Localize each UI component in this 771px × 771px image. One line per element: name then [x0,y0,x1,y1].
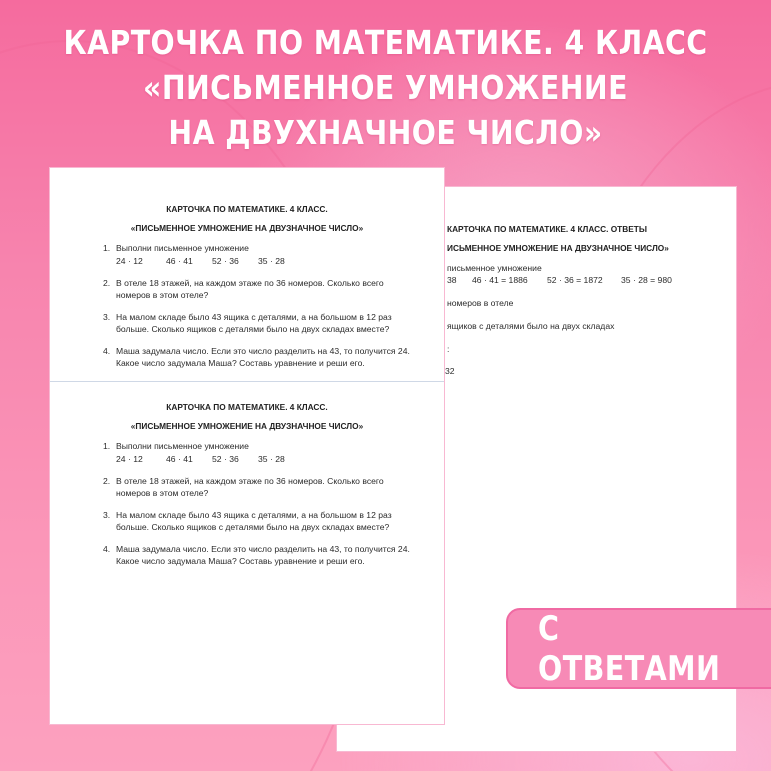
task-3: 3. На малом складе было 43 ящика с деталями, а на большом в 12 раз больше. Сколько ящиков с деталями было на двух складах вместе? [103,312,392,334]
headline-line-3: НА ДВУХНАЧНОЕ ЧИСЛО» [168,113,603,152]
task-4: 4. Маша задумала число. Если это число разделить на 43, то получится 24. Какое число задумала Маша? Составь уравнение и реши его. [103,544,410,566]
with-answers-badge [506,608,771,689]
sheet-subtitle: «ПИСЬМЕННОЕ УМНОЖЕНИЕ НА ДВУЗНАЧНОЕ ЧИСЛО» [130,421,364,431]
badge-label: С ОТВЕТАМИ [538,608,721,689]
answers-task1-label: письменное умножение [447,263,542,273]
sheet-subtitle: «ПИСЬМЕННОЕ УМНОЖЕНИЕ НА ДВУЗНАЧНОЕ ЧИСЛО» [130,223,364,233]
answer-3: ящиков с деталями было на двух складах [447,321,615,331]
headline [54,20,717,155]
answer-4-value: 32 [445,366,455,376]
expressions: 24 · 12 46 · 41 52 · 36 35 · 28 [116,256,285,266]
answers-subtitle: ИСЬМЕННОЕ УМНОЖЕНИЕ НА ДВУЗНАЧНОЕ ЧИСЛО» [447,243,669,253]
sheet-title: КАРТОЧКА ПО МАТЕМАТИКЕ. 4 КЛАСС. [166,204,328,214]
task-sheet-2 [50,402,444,577]
sheet-title: КАРТОЧКА ПО МАТЕМАТИКЕ. 4 КЛАСС. [166,402,328,412]
answers-title: КАРТОЧКА ПО МАТЕМАТИКЕ. 4 КЛАСС. ОТВЕТЫ [447,224,647,234]
answer-1a: 38 [447,275,457,285]
answer-1d: 35 · 28 = 980 [621,275,672,285]
tasks-card [49,167,445,725]
task-1: 1. Выполни письменное умножение 24 · 12 46 · 41 52 · 36 35 · 28 [50,242,444,267]
task-3: 3. На малом складе было 43 ящика с деталями, а на большом в 12 раз больше. Сколько ящиков с деталями было на двух складах вместе? [103,510,392,532]
task-sheet-1 [50,204,444,379]
answer-1b: 46 · 41 = 1886 [472,275,528,285]
expressions: 24 · 12 46 · 41 52 · 36 35 · 28 [116,454,285,464]
headline-line-1: КАРТОЧКА ПО МАТЕМАТИКЕ. 4 КЛАСС [63,23,708,62]
headline-line-2: «ПИСЬМЕННОЕ УМНОЖЕНИЕ [143,68,628,107]
answer-1c: 52 · 36 = 1872 [547,275,603,285]
task-1: 1. Выполни письменное умножение 24 · 12 46 · 41 52 · 36 35 · 28 [50,440,444,465]
cut-line-divider [50,381,444,382]
task-4: 4. Маша задумала число. Если это число разделить на 43, то получится 24. Какое число задумала Маша? Составь уравнение и реши его. [103,346,410,368]
answer-2: номеров в отеле [447,298,514,308]
task-2: 2. В отеле 18 этажей, на каждом этаже по 36 номеров. Сколько всего номеров в этом отеле? [103,476,384,498]
task-2: 2. В отеле 18 этажей, на каждом этаже по 36 номеров. Сколько всего номеров в этом отеле? [103,278,384,300]
answer-4-label: : [447,344,450,354]
